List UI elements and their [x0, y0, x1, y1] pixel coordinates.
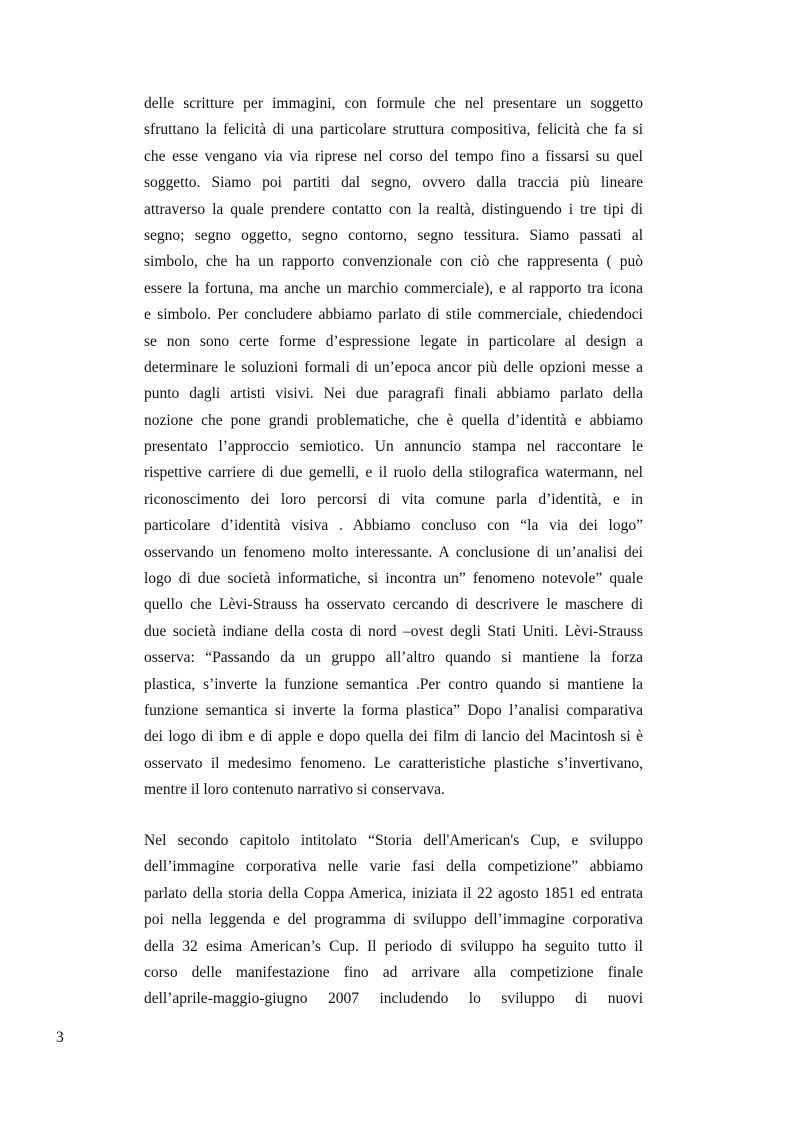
text-line: due società indiane della costa di nord –ovest degli Stati Uniti. Lèvi-Strauss — [144, 622, 643, 640]
text-line: e simbolo. Per concludere abbiamo parlato di stile commerciale, chiedendoci — [144, 306, 643, 324]
text-line: se non sono certe forme d’espressione legate in particolare al design a — [144, 332, 643, 350]
text-line: poi nella leggenda e del programma di sviluppo dell’immagine corporativa — [144, 911, 643, 929]
text-line: parlato della storia della Coppa America, iniziata il 22 agosto 1851 ed entrata — [144, 884, 643, 902]
text-line: osserva: “Passando da un gruppo all’altro quando si mantiene la forza — [144, 649, 643, 667]
text-line: rispettive carriere di due gemelli, e il ruolo della stilografica watermann, nel — [144, 464, 643, 482]
text-line: osservando un fenomeno molto interessante. A conclusione di un’analisi dei — [144, 543, 643, 561]
text-line: dell’aprile-maggio-giugno 2007 includendo lo sviluppo di nuovi — [144, 990, 643, 1008]
text-line: quello che Lèvi-Strauss ha osservato cercando di descrivere le maschere di — [144, 596, 643, 614]
text-line: corso delle manifestazione fino ad arrivare alla competizione finale — [144, 963, 643, 981]
text-line: funzione semantica si inverte la forma plastica” Dopo l’analisi comparativa — [144, 701, 643, 719]
text-line: presentato l’approccio semiotico. Un annuncio stampa nel raccontare le — [144, 438, 643, 456]
text-line: logo di due società informatiche, si incontra un” fenomeno notevole” quale — [144, 570, 643, 588]
text-line: dei logo di ibm e di apple e dopo quella dei film di lancio del Macintosh si è — [144, 728, 643, 746]
text-line: osservato il medesimo fenomeno. Le caratteristiche plastiche s’invertivano, — [144, 754, 643, 772]
text-line: determinare le soluzioni formali di un’epoca ancor più delle opzioni messe a — [144, 358, 643, 376]
text-line: essere la fortuna, ma anche un marchio commerciale), e al rapporto tra icona — [144, 279, 643, 297]
text-line: punto dagli artisti visivi. Nei due paragrafi finali abbiamo parlato della — [144, 385, 643, 403]
text-line: Nel secondo capitolo intitolato “Storia dell'American's Cup, e sviluppo — [144, 832, 643, 849]
text-line: simbolo, che ha un rapporto convenzionale con ciò che rappresenta ( può — [144, 253, 643, 271]
text-line: mentre il loro contenuto narrativo si conservava. — [144, 781, 445, 799]
body-paragraph-1 — [144, 91, 643, 804]
text-line: sfruttano la felicità di una particolare struttura compositiva, felicità che fa si — [144, 121, 643, 139]
text-line: segno; segno oggetto, segno contorno, segno tessitura. Siamo passati al — [144, 226, 643, 244]
text-line: della 32 esima American’s Cup. Il periodo di sviluppo ha seguito tutto il — [144, 937, 643, 955]
text-line: dell’immagine corporativa nelle varie fasi della competizione” abbiamo — [144, 858, 643, 876]
text-line: riconoscimento dei loro percorsi di vita comune parla d’identità, e in — [144, 490, 643, 508]
body-paragraph-2 — [144, 828, 643, 1013]
text-line: particolare d’identità visiva . Abbiamo concluso con “la via dei logo” — [144, 517, 643, 535]
text-line: plastica, s’inverte la funzione semantica .Per contro quando si mantiene la — [144, 675, 643, 693]
text-line: attraverso la quale prendere contatto con la realtà, distinguendo i tre tipi di — [144, 200, 643, 218]
text-line: nozione che pone grandi problematiche, che è quella d’identità e abbiamo — [144, 411, 643, 429]
text-line: soggetto. Siamo poi partiti dal segno, ovvero dalla traccia più lineare — [144, 174, 643, 192]
text-line: che esse vengano via via riprese nel corso del tempo fino a fissarsi su quel — [144, 147, 643, 165]
text-line: delle scritture per immagini, con formule che nel presentare un soggetto — [144, 95, 643, 112]
page-number: 3 — [56, 1029, 64, 1046]
